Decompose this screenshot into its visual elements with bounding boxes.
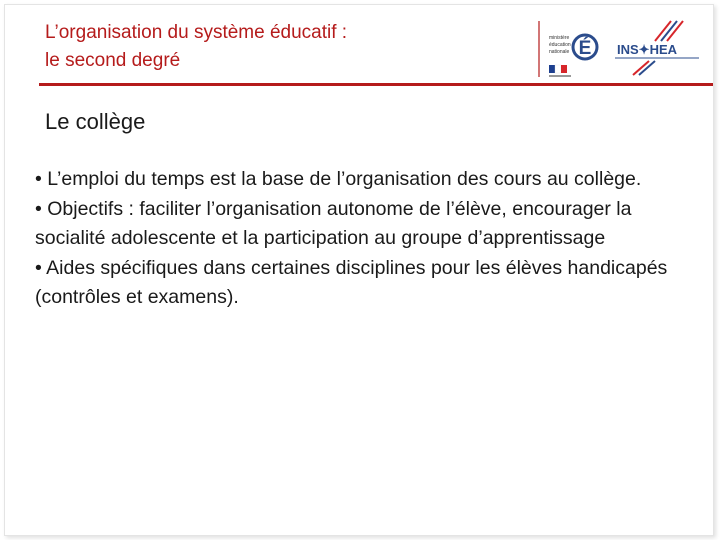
flag-caption <box>549 75 571 77</box>
section-title: Le collège <box>45 109 146 134</box>
bullet-item: • Aides spécifiques dans certaines disciplines pour les élèves handicapés (contrôles et examens). <box>35 256 668 308</box>
flag-white <box>555 65 561 73</box>
slide <box>4 4 714 536</box>
ministry-logo-text-3: nationale <box>549 49 570 55</box>
bullet-item: • Objectifs : faciliter l’organisation autonome de l’élève, encourager la socialité adolescente et la participation au groupe d’apprentissage <box>35 197 632 249</box>
header-title-line-2: le second degré <box>45 50 181 71</box>
header-divider <box>39 83 713 86</box>
bullet-list <box>35 165 690 313</box>
flag-blue <box>549 65 555 73</box>
logos-svg <box>537 15 713 83</box>
ministry-logo-text-2: éducation <box>549 42 571 48</box>
logo-group <box>537 15 713 83</box>
ministry-logo <box>549 35 597 77</box>
flag-red <box>561 65 567 73</box>
inshea-logo-text: INS✦HEA <box>617 42 678 57</box>
header-title-line-1: L’organisation du système éducatif : <box>45 22 348 43</box>
bullet-item: • L’emploi du temps est la base de l’organisation des cours au collège. <box>35 168 642 190</box>
inshea-logo <box>615 21 699 75</box>
ministry-logo-letter: É <box>578 38 592 59</box>
slide-header-title <box>45 19 465 75</box>
ministry-logo-text-1: ministère <box>549 35 570 41</box>
